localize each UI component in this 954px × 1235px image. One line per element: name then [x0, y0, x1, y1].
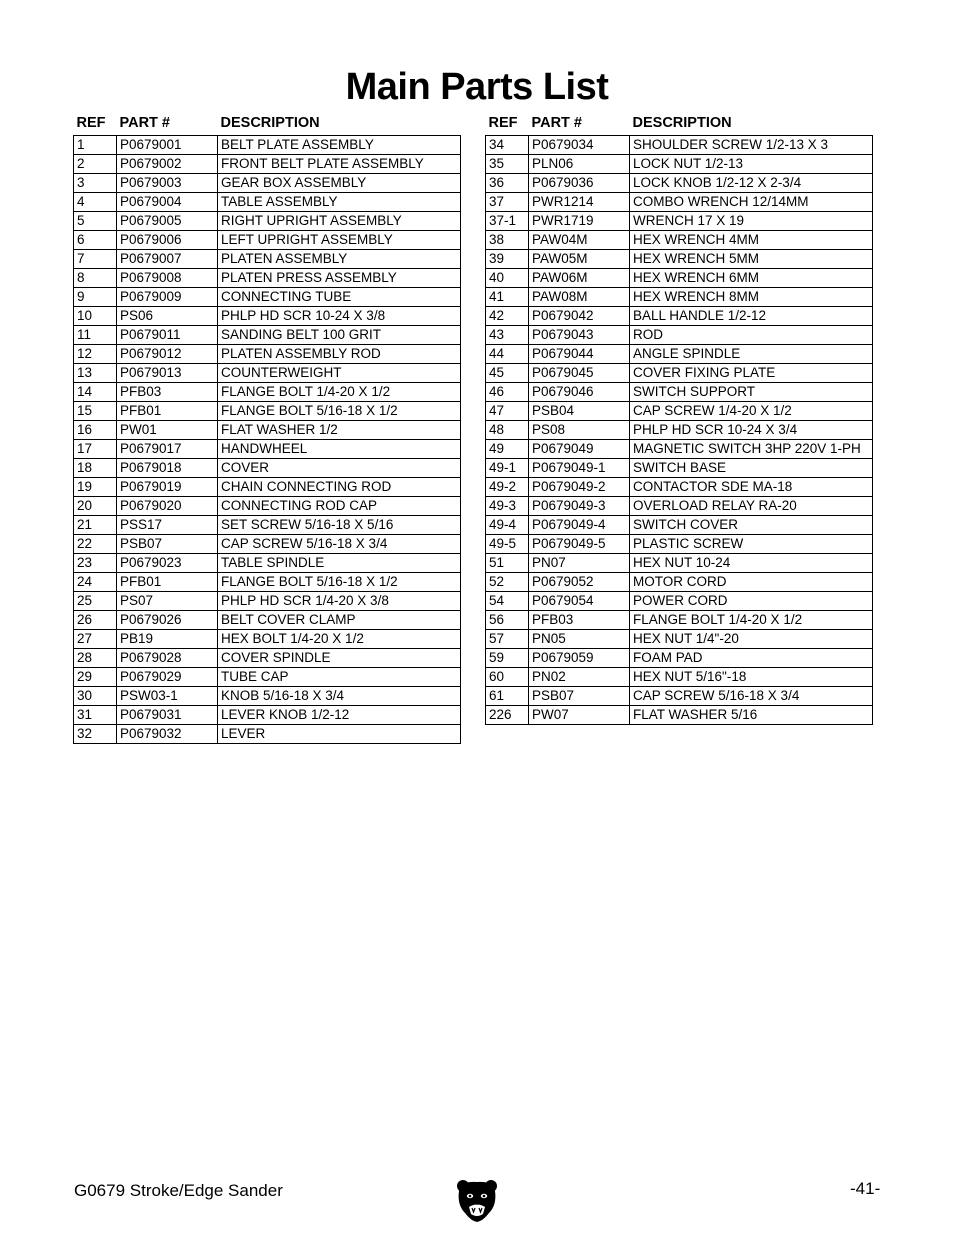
description-cell: HEX NUT 1/4"-20 [630, 630, 873, 649]
ref-cell: 37-1 [486, 212, 529, 231]
part-number-cell: PB19 [117, 630, 218, 649]
part-number-cell: P0679049-4 [529, 516, 630, 535]
part-number-cell: P0679036 [529, 174, 630, 193]
part-number-cell: P0679052 [529, 573, 630, 592]
description-cell: COMBO WRENCH 12/14MM [630, 193, 873, 212]
description-cell: COVER SPINDLE [218, 649, 461, 668]
description-cell: FOAM PAD [630, 649, 873, 668]
description-cell: HEX WRENCH 6MM [630, 269, 873, 288]
part-number-cell: PFB03 [117, 383, 218, 402]
ref-cell: 7 [74, 250, 117, 269]
ref-cell: 41 [486, 288, 529, 307]
part-number-cell: P0679004 [117, 193, 218, 212]
ref-cell: 54 [486, 592, 529, 611]
part-number-cell: P0679011 [117, 326, 218, 345]
ref-cell: 59 [486, 649, 529, 668]
table-row [486, 136, 873, 155]
table-row [486, 687, 873, 706]
table-row [486, 307, 873, 326]
part-number-cell: P0679049-5 [529, 535, 630, 554]
part-number-cell: P0679044 [529, 345, 630, 364]
description-cell: TABLE ASSEMBLY [218, 193, 461, 212]
part-number-cell: PWR1719 [529, 212, 630, 231]
description-cell: LOCK NUT 1/2-13 [630, 155, 873, 174]
ref-cell: 226 [486, 706, 529, 725]
ref-cell: 23 [74, 554, 117, 573]
ref-cell: 24 [74, 573, 117, 592]
table-row [486, 649, 873, 668]
ref-cell: 19 [74, 478, 117, 497]
ref-cell: 52 [486, 573, 529, 592]
table-row [74, 402, 461, 421]
description-cell: ROD [630, 326, 873, 345]
part-number-cell: P0679049-1 [529, 459, 630, 478]
ref-cell: 43 [486, 326, 529, 345]
table-row [486, 212, 873, 231]
description-cell: BALL HANDLE 1/2-12 [630, 307, 873, 326]
table-row [486, 402, 873, 421]
part-number-cell: PN05 [529, 630, 630, 649]
description-cell: CONTACTOR SDE MA-18 [630, 478, 873, 497]
part-number-cell: P0679005 [117, 212, 218, 231]
description-cell: PHLP HD SCR 10-24 X 3/4 [630, 421, 873, 440]
ref-cell: 30 [74, 687, 117, 706]
ref-cell: 25 [74, 592, 117, 611]
description-cell: PLASTIC SCREW [630, 535, 873, 554]
ref-cell: 3 [74, 174, 117, 193]
part-number-cell: P0679008 [117, 269, 218, 288]
description-header: DESCRIPTION [632, 115, 732, 131]
ref-cell: 49-3 [486, 497, 529, 516]
description-cell: PHLP HD SCR 1/4-20 X 3/8 [218, 592, 461, 611]
part-number-cell: P0679031 [117, 706, 218, 725]
ref-cell: 46 [486, 383, 529, 402]
part-number-cell: P0679042 [529, 307, 630, 326]
table-row [74, 611, 461, 630]
description-cell: LEVER [218, 725, 461, 744]
ref-cell: 49-1 [486, 459, 529, 478]
description-cell: FLANGE BOLT 1/4-20 X 1/2 [218, 383, 461, 402]
table-row [486, 497, 873, 516]
part-number-cell: PAW06M [529, 269, 630, 288]
description-cell: SET SCREW 5/16-18 X 5/16 [218, 516, 461, 535]
ref-cell: 29 [74, 668, 117, 687]
ref-cell: 18 [74, 459, 117, 478]
table-row [74, 459, 461, 478]
ref-cell: 6 [74, 231, 117, 250]
part-number-cell: PN07 [529, 554, 630, 573]
description-cell: MAGNETIC SWITCH 3HP 220V 1-PH [630, 440, 873, 459]
ref-cell: 5 [74, 212, 117, 231]
table-header-row [486, 111, 873, 136]
ref-cell: 1 [74, 136, 117, 155]
part-number-cell: P0679049 [529, 440, 630, 459]
table-row [74, 136, 461, 155]
description-cell: TABLE SPINDLE [218, 554, 461, 573]
table-header-row [74, 111, 461, 136]
table-row [486, 326, 873, 345]
description-cell: FLANGE BOLT 1/4-20 X 1/2 [630, 611, 873, 630]
description-cell: CAP SCREW 5/16-18 X 3/4 [218, 535, 461, 554]
table-row [74, 421, 461, 440]
description-cell: COVER FIXING PLATE [630, 364, 873, 383]
part-number-cell: P0679023 [117, 554, 218, 573]
ref-cell: 48 [486, 421, 529, 440]
ref-cell: 60 [486, 668, 529, 687]
part-number-cell: P0679018 [117, 459, 218, 478]
part-number-cell: P0679006 [117, 231, 218, 250]
part-number-cell: PFB03 [529, 611, 630, 630]
ref-cell: 12 [74, 345, 117, 364]
ref-cell: 44 [486, 345, 529, 364]
description-cell: TUBE CAP [218, 668, 461, 687]
table-row [74, 193, 461, 212]
description-cell: HEX BOLT 1/4-20 X 1/2 [218, 630, 461, 649]
table-row [74, 497, 461, 516]
description-cell: LEVER KNOB 1/2-12 [218, 706, 461, 725]
table-row [486, 706, 873, 725]
part-number-cell: PW07 [529, 706, 630, 725]
page-number: -41- [850, 1179, 881, 1198]
ref-cell: 15 [74, 402, 117, 421]
part-number-cell: PWR1214 [529, 193, 630, 212]
part-number-cell: P0679034 [529, 136, 630, 155]
ref-cell: 22 [74, 535, 117, 554]
part-number-cell: P0679045 [529, 364, 630, 383]
ref-cell: 17 [74, 440, 117, 459]
ref-cell: 26 [74, 611, 117, 630]
description-cell: PHLP HD SCR 10-24 X 3/8 [218, 307, 461, 326]
table-row [486, 155, 873, 174]
table-row [74, 288, 461, 307]
table-row [74, 155, 461, 174]
description-cell: FLAT WASHER 5/16 [630, 706, 873, 725]
table-row [74, 668, 461, 687]
description-cell: SWITCH SUPPORT [630, 383, 873, 402]
part-number-cell: P0679002 [117, 155, 218, 174]
table-row [486, 383, 873, 402]
table-row [74, 649, 461, 668]
part-number-cell: P0679019 [117, 478, 218, 497]
table-row [486, 478, 873, 497]
part-number-cell: PAW08M [529, 288, 630, 307]
ref-cell: 8 [74, 269, 117, 288]
table-row [74, 630, 461, 649]
description-cell: PLATEN ASSEMBLY ROD [218, 345, 461, 364]
table-row [74, 307, 461, 326]
description-cell: CHAIN CONNECTING ROD [218, 478, 461, 497]
description-cell: OVERLOAD RELAY RA-20 [630, 497, 873, 516]
part-number-cell: P0679007 [117, 250, 218, 269]
parts-table-left [73, 111, 461, 744]
part-number-cell: PS08 [529, 421, 630, 440]
table-row [486, 459, 873, 478]
table-row [74, 326, 461, 345]
table-row [74, 212, 461, 231]
description-cell: FLANGE BOLT 5/16-18 X 1/2 [218, 573, 461, 592]
ref-cell: 10 [74, 307, 117, 326]
table-row [74, 231, 461, 250]
part-number-cell: PW01 [117, 421, 218, 440]
part-number-cell: PLN06 [529, 155, 630, 174]
table-row [74, 535, 461, 554]
part-number-cell: P0679013 [117, 364, 218, 383]
table-row [486, 592, 873, 611]
table-row [486, 554, 873, 573]
table-row [486, 611, 873, 630]
table-row [486, 573, 873, 592]
description-cell: SWITCH BASE [630, 459, 873, 478]
page-title: Main Parts List [345, 66, 609, 108]
description-cell: SWITCH COVER [630, 516, 873, 535]
part-header: PART # [119, 115, 170, 131]
part-number-cell: PSB07 [529, 687, 630, 706]
description-cell: LOCK KNOB 1/2-12 X 2-3/4 [630, 174, 873, 193]
table-row [74, 364, 461, 383]
ref-cell: 42 [486, 307, 529, 326]
table-row [486, 516, 873, 535]
table-row [74, 687, 461, 706]
table-row [74, 345, 461, 364]
table-row [486, 174, 873, 193]
ref-cell: 37 [486, 193, 529, 212]
table-row [486, 231, 873, 250]
part-number-cell: P0679029 [117, 668, 218, 687]
description-cell: POWER CORD [630, 592, 873, 611]
table-row [74, 725, 461, 744]
ref-cell: 14 [74, 383, 117, 402]
description-cell: HANDWHEEL [218, 440, 461, 459]
part-number-cell: P0679049-3 [529, 497, 630, 516]
part-number-cell: PSS17 [117, 516, 218, 535]
description-cell: CONNECTING ROD CAP [218, 497, 461, 516]
ref-cell: 27 [74, 630, 117, 649]
ref-header: REF [488, 115, 518, 131]
ref-cell: 32 [74, 725, 117, 744]
table-row [74, 440, 461, 459]
table-row [74, 573, 461, 592]
description-header: DESCRIPTION [220, 115, 320, 131]
footer-model-name: G0679 Stroke/Edge Sander [74, 1181, 283, 1200]
table-row [74, 174, 461, 193]
ref-cell: 45 [486, 364, 529, 383]
description-cell: HEX WRENCH 5MM [630, 250, 873, 269]
ref-cell: 31 [74, 706, 117, 725]
description-cell: FLANGE BOLT 5/16-18 X 1/2 [218, 402, 461, 421]
ref-cell: 47 [486, 402, 529, 421]
part-number-cell: P0679026 [117, 611, 218, 630]
part-number-cell: PS07 [117, 592, 218, 611]
part-number-cell: PSB04 [529, 402, 630, 421]
ref-cell: 40 [486, 269, 529, 288]
description-cell: BELT PLATE ASSEMBLY [218, 136, 461, 155]
parts-table-right [485, 111, 873, 725]
ref-cell: 61 [486, 687, 529, 706]
part-number-cell: P0679028 [117, 649, 218, 668]
ref-cell: 49-4 [486, 516, 529, 535]
description-cell: LEFT UPRIGHT ASSEMBLY [218, 231, 461, 250]
ref-cell: 39 [486, 250, 529, 269]
description-cell: SANDING BELT 100 GRIT [218, 326, 461, 345]
ref-header: REF [76, 115, 106, 131]
ref-cell: 20 [74, 497, 117, 516]
table-row [486, 288, 873, 307]
ref-cell: 21 [74, 516, 117, 535]
description-cell: HEX WRENCH 4MM [630, 231, 873, 250]
part-number-cell: PSB07 [117, 535, 218, 554]
part-number-cell: P0679046 [529, 383, 630, 402]
ref-cell: 9 [74, 288, 117, 307]
description-cell: MOTOR CORD [630, 573, 873, 592]
table-row [486, 421, 873, 440]
ref-cell: 4 [74, 193, 117, 212]
table-row [74, 706, 461, 725]
description-cell: HEX NUT 5/16"-18 [630, 668, 873, 687]
ref-cell: 49-2 [486, 478, 529, 497]
description-cell: ANGLE SPINDLE [630, 345, 873, 364]
part-number-cell: PS06 [117, 307, 218, 326]
description-cell: COUNTERWEIGHT [218, 364, 461, 383]
part-header: PART # [531, 115, 582, 131]
ref-cell: 57 [486, 630, 529, 649]
ref-cell: 35 [486, 155, 529, 174]
table-row [486, 440, 873, 459]
part-number-cell: P0679001 [117, 136, 218, 155]
description-cell: BELT COVER CLAMP [218, 611, 461, 630]
description-cell: PLATEN ASSEMBLY [218, 250, 461, 269]
ref-cell: 11 [74, 326, 117, 345]
part-number-cell: P0679020 [117, 497, 218, 516]
bear-head-icon [455, 1177, 499, 1223]
description-cell: HEX WRENCH 8MM [630, 288, 873, 307]
description-cell: CAP SCREW 5/16-18 X 3/4 [630, 687, 873, 706]
description-cell: PLATEN PRESS ASSEMBLY [218, 269, 461, 288]
part-number-cell: PN02 [529, 668, 630, 687]
part-number-cell: PSW03-1 [117, 687, 218, 706]
description-cell: CAP SCREW 1/4-20 X 1/2 [630, 402, 873, 421]
ref-cell: 38 [486, 231, 529, 250]
table-row [486, 269, 873, 288]
table-row [486, 250, 873, 269]
table-row [74, 383, 461, 402]
ref-cell: 56 [486, 611, 529, 630]
part-number-cell: P0679059 [529, 649, 630, 668]
ref-cell: 34 [486, 136, 529, 155]
part-number-cell: P0679054 [529, 592, 630, 611]
ref-cell: 49 [486, 440, 529, 459]
part-number-cell: PAW05M [529, 250, 630, 269]
description-cell: KNOB 5/16-18 X 3/4 [218, 687, 461, 706]
ref-cell: 28 [74, 649, 117, 668]
ref-cell: 13 [74, 364, 117, 383]
part-number-cell: PFB01 [117, 402, 218, 421]
table-row [486, 535, 873, 554]
table-row [74, 554, 461, 573]
description-cell: RIGHT UPRIGHT ASSEMBLY [218, 212, 461, 231]
table-row [74, 478, 461, 497]
description-cell: GEAR BOX ASSEMBLY [218, 174, 461, 193]
description-cell: COVER [218, 459, 461, 478]
part-number-cell: P0679043 [529, 326, 630, 345]
description-cell: CONNECTING TUBE [218, 288, 461, 307]
table-row [486, 668, 873, 687]
table-row [486, 193, 873, 212]
table-row [74, 269, 461, 288]
part-number-cell: PFB01 [117, 573, 218, 592]
description-cell: HEX NUT 10-24 [630, 554, 873, 573]
description-cell: FRONT BELT PLATE ASSEMBLY [218, 155, 461, 174]
description-cell: SHOULDER SCREW 1/2-13 X 3 [630, 136, 873, 155]
ref-cell: 36 [486, 174, 529, 193]
part-number-cell: PAW04M [529, 231, 630, 250]
ref-cell: 2 [74, 155, 117, 174]
ref-cell: 16 [74, 421, 117, 440]
table-row [486, 630, 873, 649]
table-row [486, 345, 873, 364]
table-row [74, 592, 461, 611]
description-cell: WRENCH 17 X 19 [630, 212, 873, 231]
ref-cell: 49-5 [486, 535, 529, 554]
description-cell: FLAT WASHER 1/2 [218, 421, 461, 440]
table-row [486, 364, 873, 383]
table-row [74, 250, 461, 269]
part-number-cell: P0679012 [117, 345, 218, 364]
part-number-cell: P0679009 [117, 288, 218, 307]
part-number-cell: P0679049-2 [529, 478, 630, 497]
part-number-cell: P0679003 [117, 174, 218, 193]
part-number-cell: P0679032 [117, 725, 218, 744]
part-number-cell: P0679017 [117, 440, 218, 459]
table-row [74, 516, 461, 535]
ref-cell: 51 [486, 554, 529, 573]
